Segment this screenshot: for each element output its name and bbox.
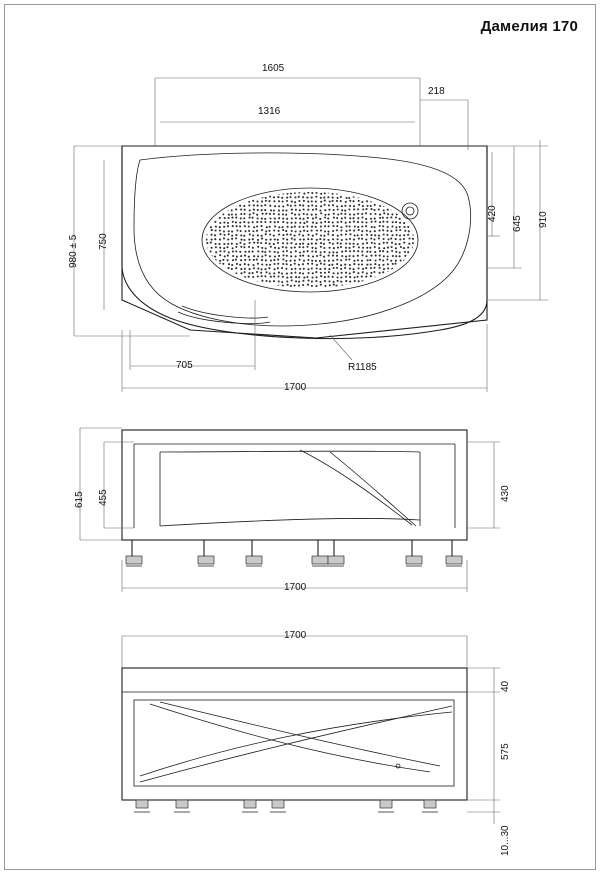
dim-1700-front: 1700 [284,630,307,641]
end-view-geometry [122,430,467,566]
dim-455: 455 [98,489,109,506]
dim-1700-top: 1700 [284,382,307,393]
dim-615: 615 [74,491,85,508]
dim-40: 40 [500,680,511,692]
top-view-dimensions [74,78,548,392]
dim-910: 910 [538,211,549,228]
end-view-dimensions [80,428,500,592]
dim-575: 575 [500,743,511,760]
dim-980: 980 ± 5 [68,234,79,268]
front-view-geometry [122,668,467,812]
dim-feet-range: 10...30 [500,825,511,856]
dim-645: 645 [512,215,523,232]
top-view-geometry [122,146,487,339]
dim-705: 705 [176,360,193,371]
dim-750: 750 [98,233,109,250]
page-title: Дамелия 170 [480,18,578,35]
dim-430: 430 [500,485,511,502]
dim-1700-end: 1700 [284,582,307,593]
dim-1316: 1316 [258,106,281,117]
front-view-dimensions [122,636,500,824]
dim-1605: 1605 [262,63,285,74]
dim-218: 218 [428,86,445,97]
dim-420: 420 [487,205,498,222]
dim-radius: R1185 [348,362,377,373]
